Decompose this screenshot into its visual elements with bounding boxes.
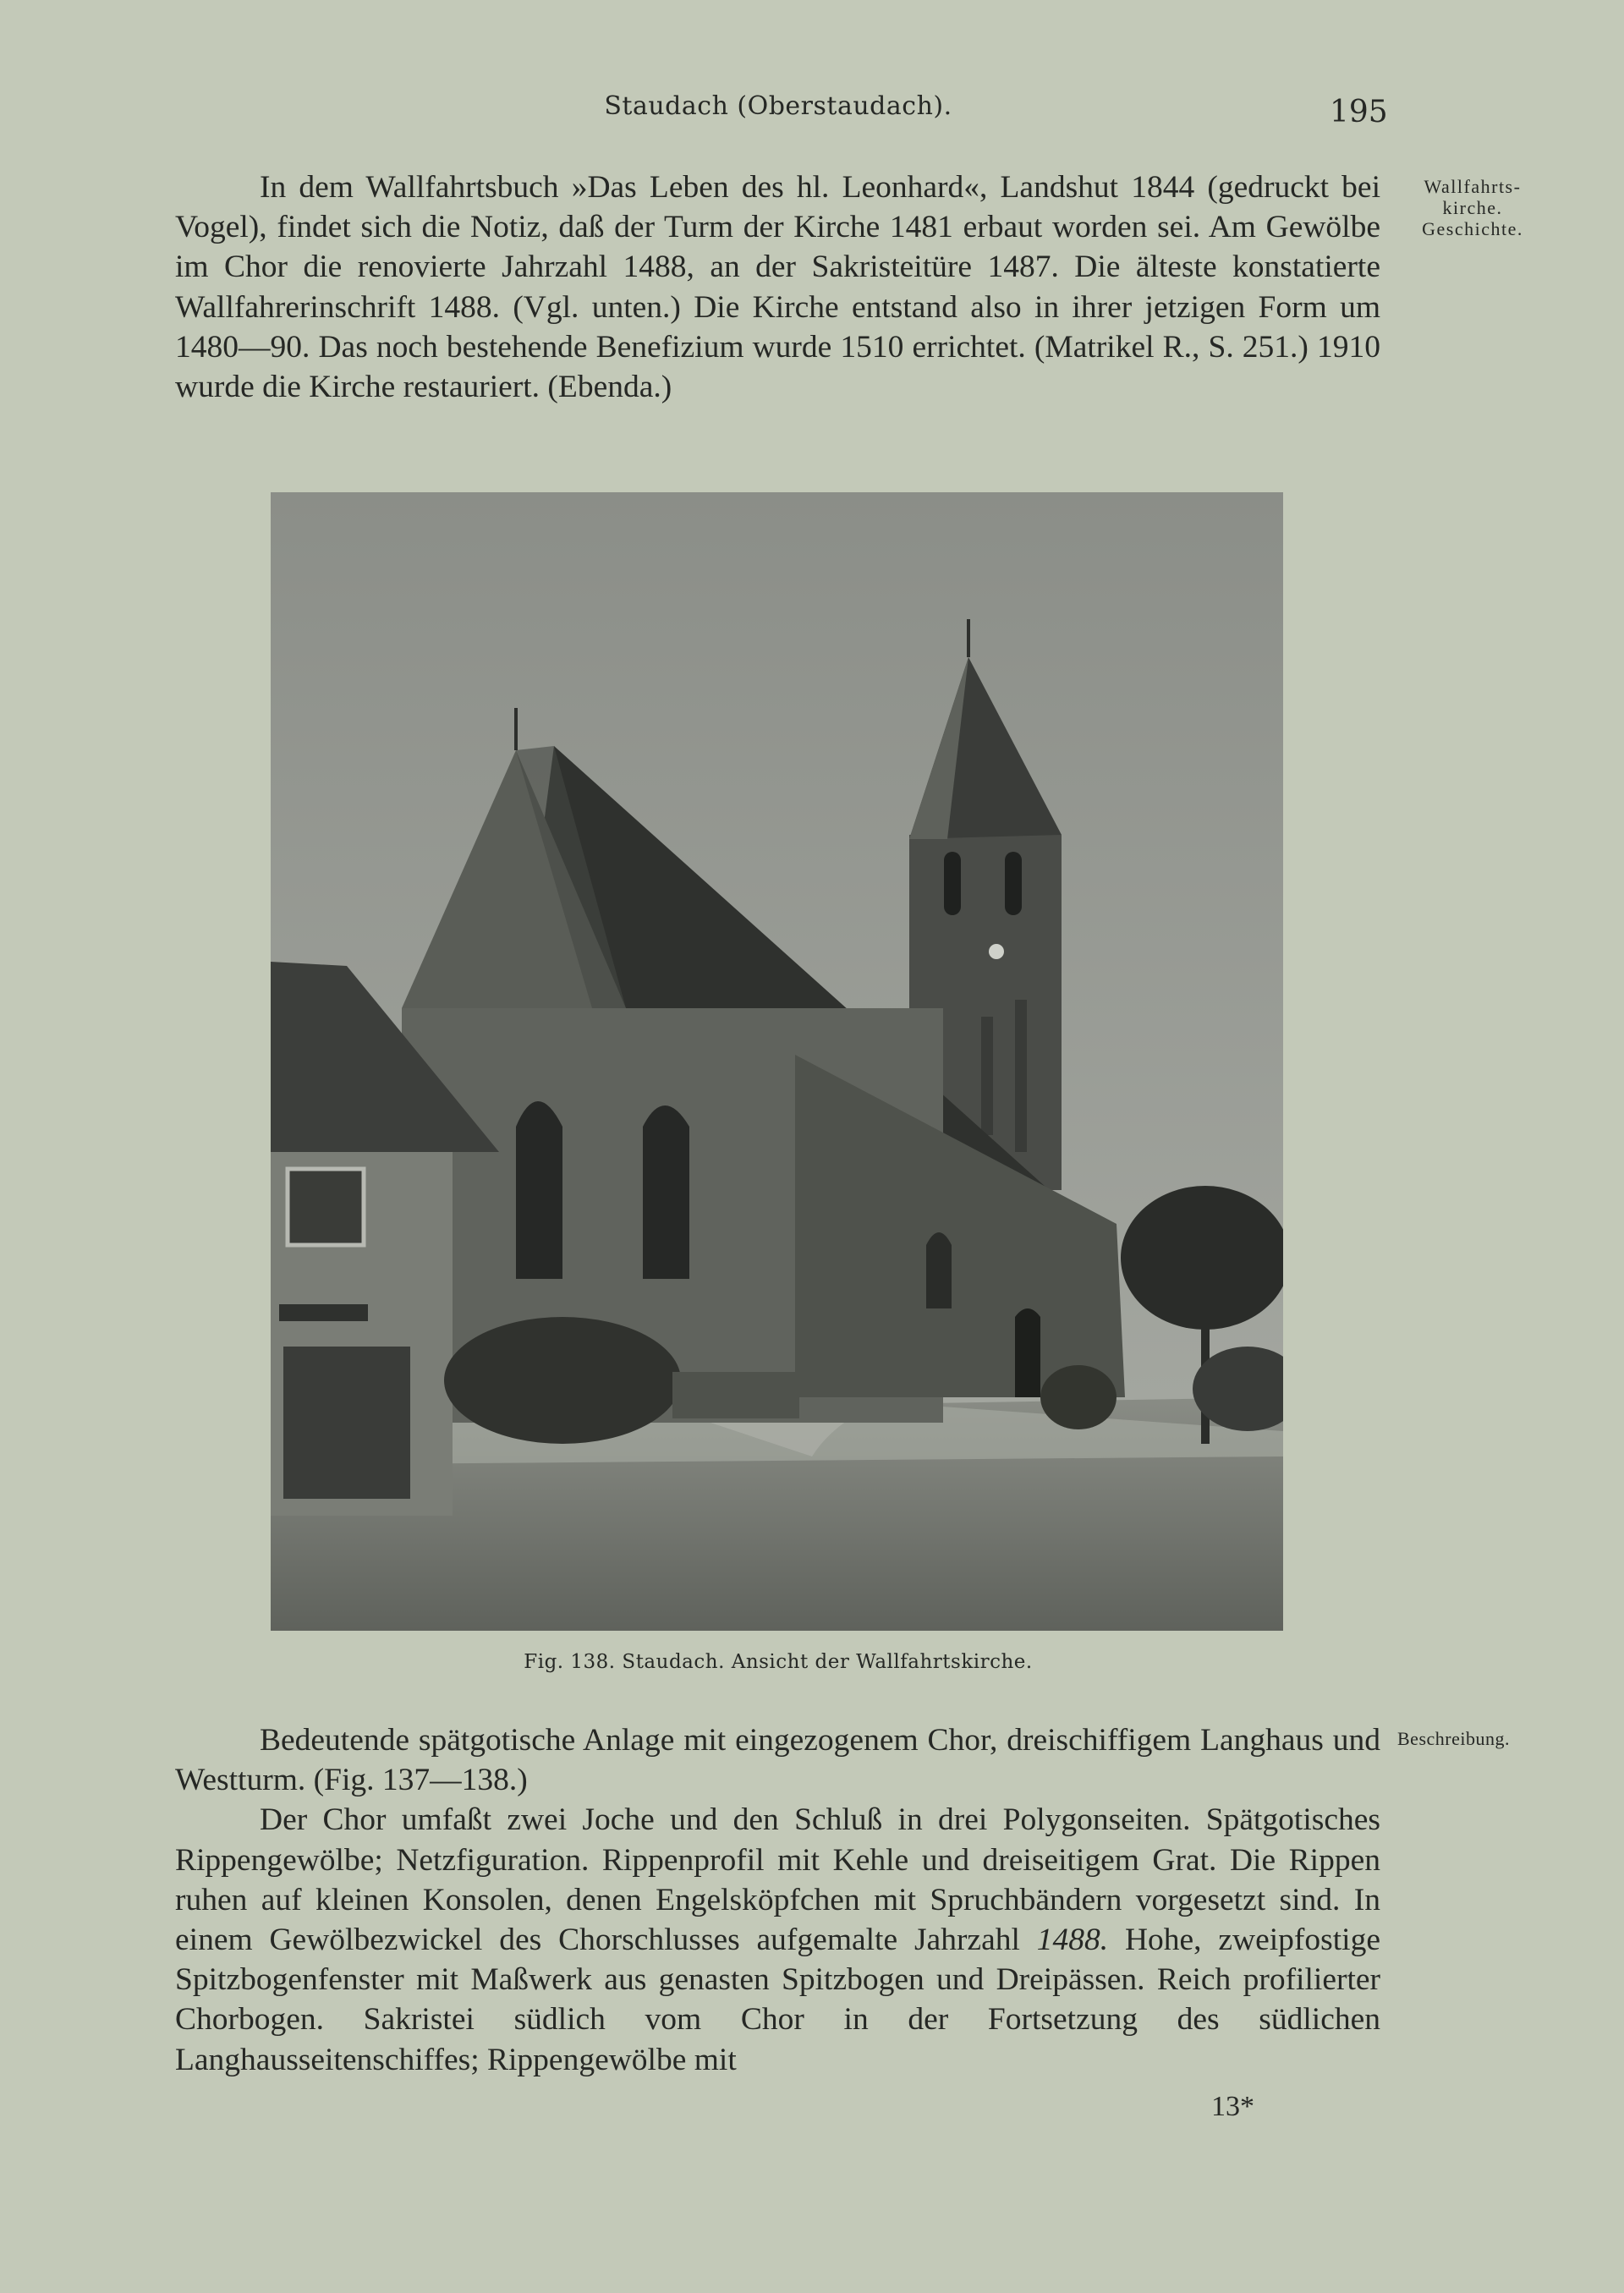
history-section: [175, 167, 1380, 407]
page-number: 195: [1330, 95, 1388, 129]
marginal-line: Wallfahrts-: [1424, 176, 1522, 197]
inscribed-year: 1488.: [1036, 1923, 1109, 1958]
history-paragraph: In dem Wallfahrtsbuch »Das Leben des hl. Leonhard«, Landshut 1844 (gedruckt bei Vogel), findet sich die Notiz, daß der Turm der Kirche 1481 erbaut worden sei. Am Gewölbe im Chor die renovierte Jahrzahl 1488, an der Sakristeitüre 1487. Die älteste konstatierte Wallfahrerinschrift 1488. (Vgl. unten.) Die Kirche entstand also in ihrer jetzigen Form um 1480—90. Das noch bestehende Benefizium wurde 1510 errichtet. (Matrikel R., S. 251.) 1910 wurde die Kirche restauriert. (Ebenda.): [175, 170, 1380, 405]
description-text-part-1: Der Chor umfaßt zwei Joche und den Schluß in drei Polygonseiten. Spätgotisches Rippengewölbe; Netzfiguration. Rippenprofil mit Kehle und dreiseitigem Grat. Die Rippen ruhen auf kleinen Konsolen, denen Engelsköpfchen mit Spruchbändern vorgesetzt sind. In einem Gewölbezwickel des Chorschlusses aufgemalte Jahrzahl: [175, 1802, 1380, 1958]
marginal-note-history: [1397, 176, 1548, 239]
marginal-note-description: Beschreibung.: [1397, 1728, 1510, 1749]
running-title: Staudach (Oberstaudach).: [604, 91, 952, 121]
marginal-line: Geschichte.: [1422, 218, 1523, 239]
figure-caption: Fig. 138. Staudach. Ansicht der Wallfahrtskirche.: [524, 1651, 1033, 1673]
description-text-part-2: Hohe, zweipfostige Spitzbogenfenster mit Maßwerk aus genasten Spitzbogen und Dreipässen. Reich profilierter Chorbogen. Sakristei südlich vom Chor in der Fortsetzung des südlichen Langhausseitenschiffes; Rippengewölbe mit: [175, 1923, 1380, 2077]
signature-mark: 13*: [1211, 2091, 1254, 2122]
description-paragraph-2: [175, 1800, 1380, 2079]
description-section: [175, 1720, 1380, 2080]
description-paragraph-1: Bedeutende spätgotische Anlage mit eingezogenem Chor, dreischiffigem Langhaus und Westturm. (Fig. 137—138.): [175, 1723, 1380, 1798]
church-photograph: [271, 492, 1283, 1631]
marginal-line: kirche.: [1442, 197, 1503, 218]
